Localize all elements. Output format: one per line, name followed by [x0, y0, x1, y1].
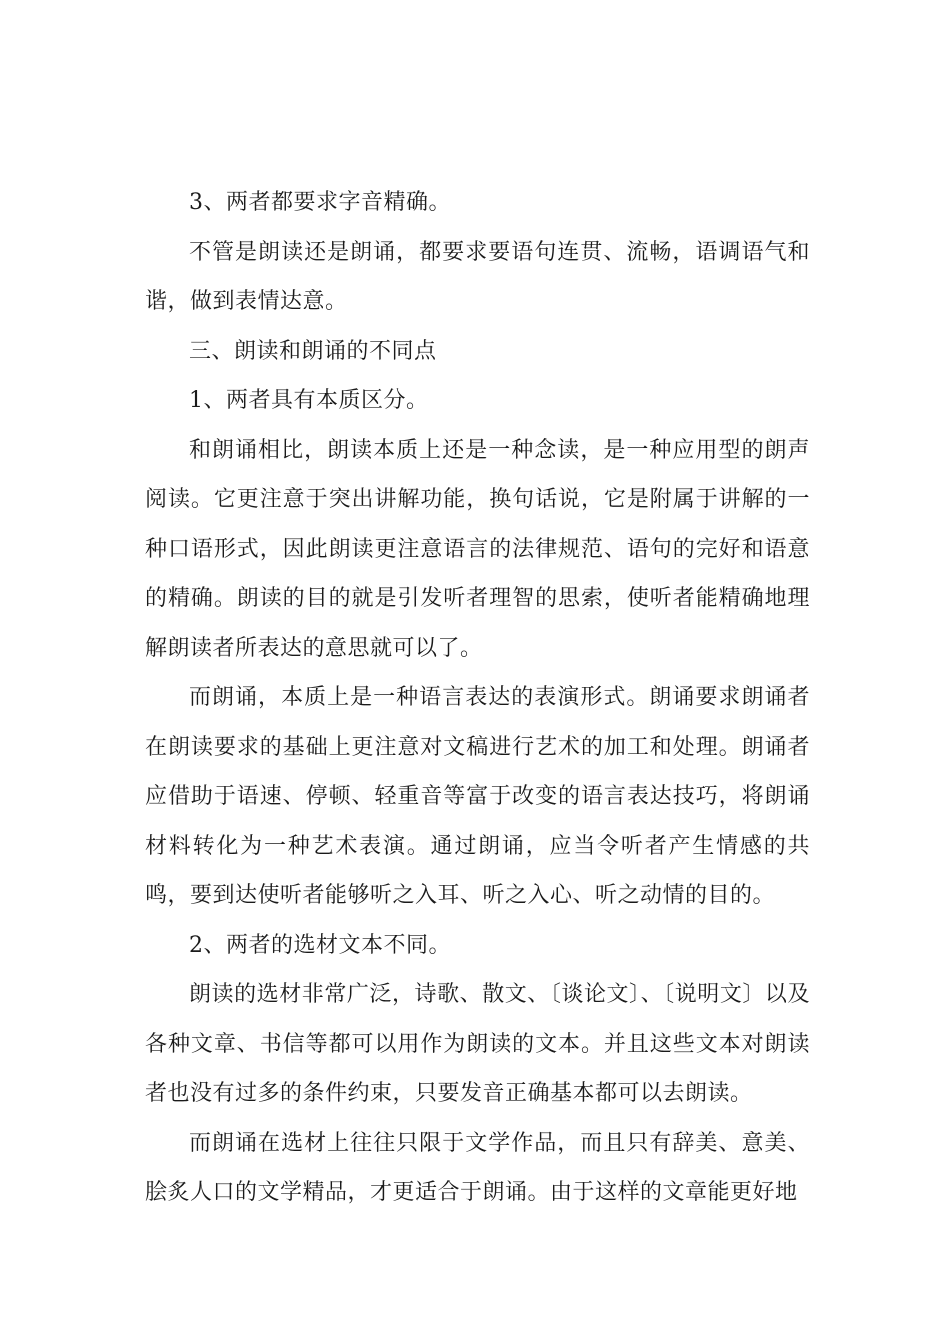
- paragraph-fluency: 不管是朗读还是朗诵，都要求要语句连贯、流畅，语调语气和谐，做到表情达意。: [145, 239, 810, 314]
- paragraph-point-1-heading: 1、两者具有本质区分。: [189, 388, 429, 413]
- paragraph-point-3-heading: 3、两者都要求字音精确。: [189, 190, 451, 215]
- section-heading-differences: 三、朗读和朗诵的不同点: [189, 338, 437, 364]
- paragraph-reading-material: 朗读的选材非常广泛，诗歌、散文、〔谈论文〕、〔说明文〕以及各种文章、书信等都可以用作为朗读的文本。并且这些文本对朗读者也没有过多的条件约束，只要发音正确基本都可以去朗读。: [145, 982, 810, 1106]
- document-body: [145, 178, 810, 1218]
- paragraph-recitation-essence: 而朗诵，本质上是一种语言表达的表演形式。朗诵要求朗诵者在朗读要求的基础上更注意对文稿进行艺术的加工和处理。朗诵者应借助于语速、停顿、轻重音等富于改变的语言表达技巧，将朗诵材料转化为一种艺术表演。通过朗诵，应当令听者产生情感的共鸣，要到达使听者能够听之入耳、听之入心、听之动情的目的。: [145, 685, 810, 908]
- paragraph-reading-essence: 和朗诵相比，朗读本质上还是一种念读，是一种应用型的朗声阅读。它更注意于突出讲解功能，换句话说，它是附属于讲解的一种口语形式，因此朗读更注意语言的法律规范、语句的完好和语意的精确。朗读的目的就是引发听者理智的思索，使听者能精确地理解朗读者所表达的意思就可以了。: [145, 437, 810, 661]
- paragraph-recitation-material: 而朗诵在选材上往往只限于文学作品，而且只有辞美、意美、脍炙人口的文学精品，才更适合于朗诵。由于这样的文章能更好地: [145, 1130, 810, 1205]
- paragraph-point-2-heading: 2、两者的选材文本不同。: [189, 932, 451, 958]
